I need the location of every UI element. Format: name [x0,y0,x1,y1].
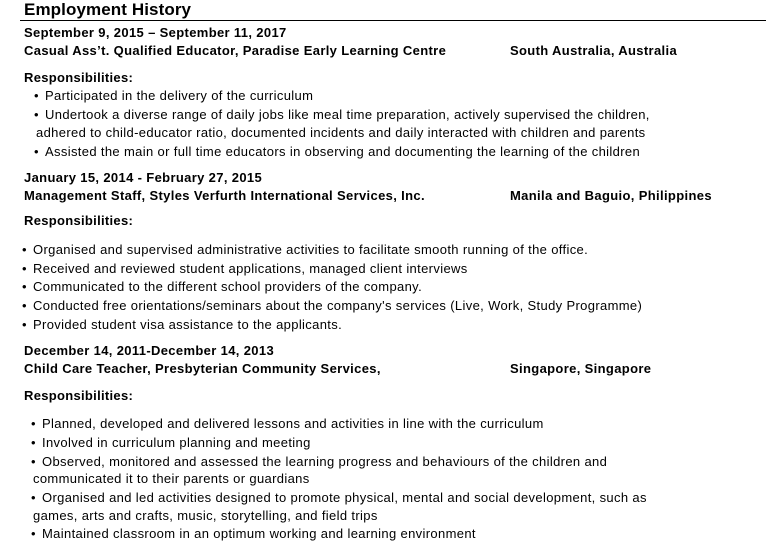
bullet-icon: • [31,490,36,505]
job-3-item-3: • Observed, monitored and assessed the learning progress and behaviours of the children and [31,454,608,469]
job-1-item-2: • Undertook a diverse range of daily jobs like meal time preparation, actively supervised the children, [34,107,650,122]
job-1-item-3: • Assisted the main or full time educators in observing and documenting the learning of the children [34,144,641,159]
job-3-dates: December 14, 2011-December 14, 2013 [24,343,275,358]
job-3-item-4: • Organised and led activities designed to promote physical, mental and social development, such as [31,490,647,505]
job-3-item-5: • Maintained classroom in an optimum working and learning environment [31,526,476,541]
bullet-icon: • [31,454,36,469]
bullet-icon: • [34,144,39,159]
job-3-item-2: • Involved in curriculum planning and meeting [31,435,311,450]
job-2-item-4: • Conducted free orientations/seminars about the company's services (Live, Work, Study Programme) [22,298,643,313]
job-1-dates: September 9, 2015 – September 11, 2017 [24,25,287,40]
job-3-item-1: • Planned, developed and delivered lessons and activities in line with the curriculum [31,416,544,431]
section-title: Employment History [24,0,192,19]
job-1-responsibilities-label: Responsibilities: [24,70,134,85]
bullet-icon: • [34,88,39,103]
job-1-item-2-cont: adhered to child-educator ratio, documented incidents and daily interacted with children and parents [36,125,646,140]
job-3-responsibilities-label: Responsibilities: [24,388,134,403]
job-2-item-1: • Organised and supervised administrative activities to facilitate smooth running of the office. [22,242,589,257]
job-2-location: Manila and Baguio, Philippines [510,188,712,203]
job-2-item-5: • Provided student visa assistance to the applicants. [22,317,343,332]
job-1-item-1: • Participated in the delivery of the curriculum [34,88,314,103]
section-divider [20,20,766,21]
bullet-icon: • [34,107,39,122]
job-2-role: Management Staff, Styles Verfurth International Services, Inc. [24,188,425,203]
job-2-dates: January 15, 2014 - February 27, 2015 [24,170,263,185]
job-3-item-4-cont: games, arts and crafts, music, storytelling, and field trips [33,508,378,523]
job-1-location: South Australia, Australia [510,43,678,58]
bullet-icon: • [31,526,36,541]
job-3-role: Child Care Teacher, Presbyterian Community Services, [24,361,381,376]
bullet-icon: • [22,261,27,276]
bullet-icon: • [22,279,27,294]
bullet-icon: • [31,416,36,431]
bullet-icon: • [22,242,27,257]
job-1-role: Casual Ass’t. Qualified Educator, Paradise Early Learning Centre [24,43,447,58]
bullet-icon: • [22,317,27,332]
job-3-location: Singapore, Singapore [510,361,652,376]
job-2-item-2: • Received and reviewed student applications, managed client interviews [22,261,468,276]
job-3-item-3-cont: communicated it to their parents or guardians [33,471,310,486]
bullet-icon: • [31,435,36,450]
job-2-responsibilities-label: Responsibilities: [24,213,134,228]
job-2-item-3: • Communicated to the different school providers of the company. [22,279,423,294]
bullet-icon: • [22,298,27,313]
